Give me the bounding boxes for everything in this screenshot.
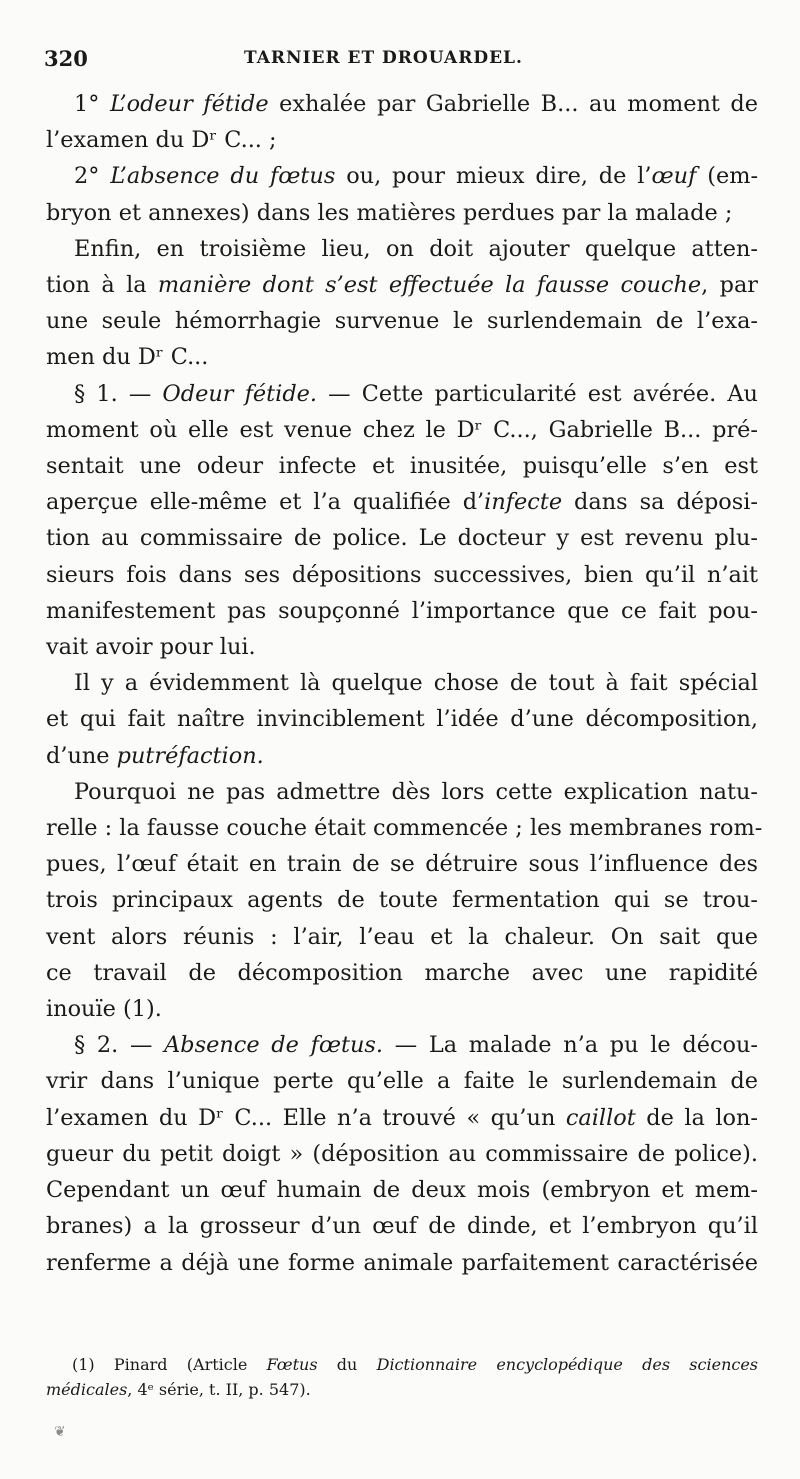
body-line: [46, 955, 758, 991]
text-run: , par: [701, 272, 758, 299]
text-run: ce travail de décomposition marche avec une rapidité: [46, 959, 758, 986]
body-line: [46, 158, 758, 194]
text-run: moment où elle est venue chez le Dʳ C..., Gabrielle B... pré-: [46, 416, 758, 443]
footnote-line: [46, 1377, 758, 1402]
text-run: vrir dans l’unique perte qu’elle a faite le surlendemain de: [46, 1068, 758, 1095]
page-number: 320: [44, 46, 88, 71]
body-line: [46, 810, 763, 846]
body-line: [46, 1063, 758, 1099]
body-line: [46, 303, 758, 339]
italic-text: médicales: [46, 1380, 128, 1399]
body-line: [46, 195, 758, 231]
text-run: sentait une odeur infecte et inusitée, puisqu’elle s’en est: [46, 453, 758, 480]
body-line: [46, 919, 758, 955]
body-line: [46, 122, 758, 158]
body-line: [46, 86, 758, 122]
text-run: et qui fait naître invinciblement l’idée d’une décomposition,: [46, 706, 758, 733]
text-run: inouïe (1).: [46, 996, 162, 1023]
text-run: Enfin, en troisième lieu, on doit ajouter quelque atten-: [74, 235, 758, 262]
text-run: gueur du petit doigt » (déposition au commissaire de police).: [46, 1140, 758, 1167]
text-run: dans sa déposi-: [562, 489, 758, 516]
body-line: [46, 520, 758, 556]
body-line: [46, 629, 758, 665]
running-title: TARNIER ET DROUARDEL.: [244, 48, 523, 68]
text-run: 1°: [74, 91, 110, 117]
text-run: — Cette particularité est avérée. Au: [317, 380, 758, 407]
body-line: [46, 1245, 758, 1281]
text-run: (1) Pinard (Article: [72, 1355, 267, 1374]
italic-text: infecte: [484, 489, 563, 516]
italic-text: Absence de fœtus.: [164, 1032, 384, 1059]
italic-text: L’absence du fœtus: [110, 163, 336, 190]
body-line: [46, 1208, 758, 1244]
body-line: [46, 448, 758, 484]
italic-text: putréfaction.: [116, 742, 264, 769]
text-run: manifestement pas soupçonné l’importance que ce fait pou-: [46, 597, 758, 624]
body-line: [46, 991, 758, 1027]
page-header: [44, 46, 752, 74]
printer-mark-icon: ❦: [54, 1424, 66, 1440]
text-run: sieurs fois dans ses dépositions successives, bien qu’il n’ait: [46, 561, 758, 588]
text-run: branes) a la grosseur d’un œuf de dinde, et l’embryon qu’il: [46, 1213, 758, 1240]
body-line: [46, 882, 758, 918]
text-run: exhalée par Gabrielle B... au moment de: [268, 91, 759, 117]
text-run: vait avoir pour lui.: [46, 634, 256, 661]
italic-text: Fœtus: [266, 1355, 318, 1374]
text-run: une seule hémorrhagie survenue le surlendemain de l’exa-: [46, 308, 758, 335]
body-line: [46, 557, 758, 593]
text-run: relle : la fausse couche était commencée ; les membranes rom-: [46, 815, 763, 842]
body-line: [46, 339, 758, 375]
body-line: [46, 593, 758, 629]
text-run: pues, l’œuf était en train de se détruire sous l’influence des: [46, 851, 758, 878]
body-line: [46, 1100, 758, 1136]
body-line: [46, 1172, 758, 1208]
text-run: renferme a déjà une forme animale parfaitement caractérisée: [46, 1249, 758, 1276]
italic-text: L’odeur fétide: [109, 91, 269, 117]
body-line: [46, 665, 758, 701]
text-run: ou, pour mieux dire, de l’: [335, 163, 652, 190]
text-run: — La malade n’a pu le décou-: [383, 1032, 758, 1059]
footnote-line: [46, 1352, 758, 1377]
italic-text: caillot: [565, 1104, 636, 1131]
text-run: tion au commissaire de police. Le docteur y est revenu plu-: [46, 525, 758, 552]
body-line: [46, 1136, 758, 1172]
body-line: [46, 376, 758, 412]
italic-text: œuf: [651, 163, 697, 190]
text-run: Pourquoi ne pas admettre dès lors cette explication natu-: [74, 778, 758, 805]
body-line: [46, 484, 758, 520]
text-run: d’une: [46, 742, 117, 769]
text-run: du: [317, 1355, 377, 1374]
text-run: § 1. —: [74, 380, 163, 407]
footnotes: [46, 1352, 758, 1402]
body-line: [46, 412, 758, 448]
body-line: [46, 231, 758, 267]
body-line: [46, 701, 758, 737]
body-line: [46, 738, 758, 774]
text-run: tion à la: [46, 272, 158, 299]
italic-text: Dictionnaire encyclopédique des sciences: [376, 1355, 759, 1374]
text-run: vent alors réunis : l’air, l’eau et la chaleur. On sait que: [46, 923, 758, 950]
body-line: [46, 1027, 758, 1063]
text-run: men du Dʳ C...: [46, 344, 209, 371]
body-line: [46, 774, 758, 810]
text-run: , 4ᵉ série, t. II, p. 547).: [127, 1380, 311, 1399]
text-run: § 2. —: [74, 1032, 165, 1059]
text-run: (em-: [696, 163, 759, 190]
body-line: [46, 846, 758, 882]
text-run: l’examen du Dʳ C... Elle n’a trouvé « qu’un: [46, 1104, 566, 1131]
text-run: 2°: [74, 163, 111, 190]
text-run: de la lon-: [635, 1104, 758, 1131]
text-run: bryon et annexes) dans les matières perdues par la malade ;: [46, 199, 733, 226]
body-text: [46, 86, 763, 1281]
text-run: l’examen du Dʳ C... ;: [46, 127, 277, 154]
text-run: Cependant un œuf humain de deux mois (embryon et mem-: [46, 1177, 758, 1204]
text-run: Il y a évidemment là quelque chose de tout à fait spécial: [74, 670, 758, 697]
body-line: [46, 267, 758, 303]
italic-text: manière dont s’est effectuée la fausse couche: [157, 272, 702, 299]
text-run: aperçue elle-même et l’a qualifiée d’: [46, 489, 485, 516]
italic-text: Odeur fétide.: [162, 380, 318, 407]
text-run: trois principaux agents de toute fermentation qui se trou-: [46, 887, 758, 914]
